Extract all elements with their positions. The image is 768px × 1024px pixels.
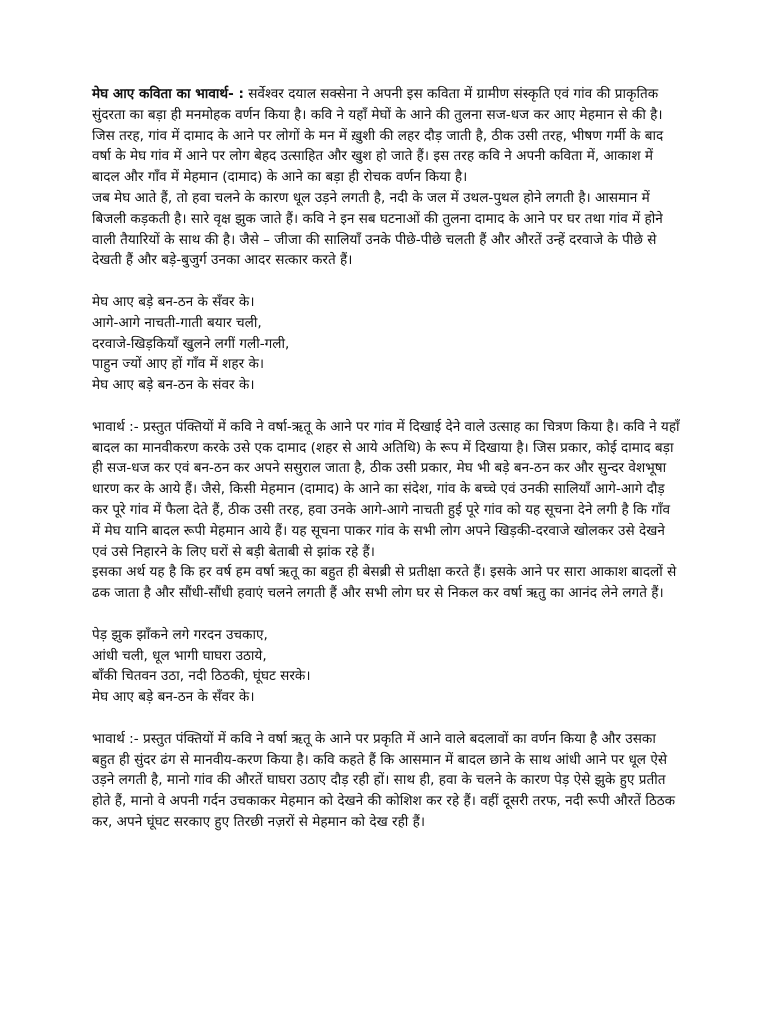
verse-line: बाँकी चितवन उठा, नदी ठिठकी, घूंघट सरके। xyxy=(92,668,311,685)
verse-stanza-2 xyxy=(92,625,680,708)
intro-paragraph xyxy=(92,84,680,188)
explanation-paragraph-2: भावार्थ :- प्रस्तुत पंक्तियों में कवि ने वर्षा ऋतू के आने पर प्रकृति में आने वाले बदलावों का वर्णन किया है और उसका बहुत ही सुंदर ढंग से मानवीय-करण किया है। कवि कहते हैं कि आसमान में बादल छाने के साथ आंधी आने पर धूल ऐसे उड़ने लगती है, मानो गांव की औरतें घाघरा उठाए दौड़ रही हों। साथ ही, हवा के चलने के कारण पेड़ ऐसे झुके हुए प्रतीत होते हैं, मानो वे अपनी गर्दन उचकाकर मेहमान को देखने की कोशिश कर रहे हैं। वहीं दूसरी तरफ, नदी रूपी औरतें ठिठक कर, अपने घूंघट सरकाए हुए तिरछी नज़रों से मेहमान को देख रही हैं। xyxy=(92,730,676,830)
verse-line: पेड़ झुक झाँकने लगे गरदन उचकाए, xyxy=(92,626,268,643)
verse-stanza-1 xyxy=(92,292,680,396)
explanation-paragraph-1b: इसका अर्थ यह है कि हर वर्ष हम वर्षा ऋतू का बहुत ही बेसब्री से प्रतीक्षा करते हैं। इसके आने पर सारा आकाश बादलों से ढक जाता है और सौंधी-सौंधी हवाएं चलने लगती हैं और सभी लोग घर से निकल कर वर्षा ऋतु का आनंद लेने लगते हैं। xyxy=(92,564,677,602)
verse-line: मेघ आए बड़े बन-ठन के संवर के। xyxy=(92,377,255,394)
verse-line: मेघ आए बड़े बन-ठन के सँवर के। xyxy=(92,689,255,706)
spacer xyxy=(92,271,680,292)
intro-paragraph-2: जब मेघ आते हैं, तो हवा चलने के कारण धूल उड़ने लगती है, नदी के जल में उथल-पुथल होने लगती है। आसमान में बिजली कड़कती है। सारे वृक्ष झुक जाते हैं। कवि ने इन सब घटनाओं की तुलना दामाद के आने पर घर तथा गांव में होने वाली तैयारियों के साथ की है। जैसे – जीजा की सालियाँ उनके पीछे-पीछे चलती हैं और औरतें उन्हें दरवाजे के पीछे से देखती हैं और बड़े-बुजुर्ग उनका आदर सत्कार करते हैं। xyxy=(92,189,663,269)
intro-text: सर्वेश्वर दयाल सक्सेना ने अपनी इस कविता में ग्रामीण संस्कृति एवं गांव की प्राकृतिक सुंदरता का बड़ा ही मनमोहक वर्णन किया है। कवि ने यहाँ मेघों के आने की तुलना सज-धज कर आए मेहमान से की है। जिस तरह, गांव में दामाद के आने पर लोगों के मन में ख़ुशी की लहर दौड़ जाती है, ठीक उसी तरह, भीषण गर्मी के बाद वर्षा के मेघ गांव में आने पर लोग बेहद उत्साहित और खुश हो जाते हैं। इस तरह कवि ने अपनी कविता में, आकाश में बादल और गाँव में मेहमान (दामाद) के आने का बड़ा ही रोचक वर्णन किया है। xyxy=(92,86,664,186)
document-page xyxy=(92,84,680,833)
verse-line: पाहुन ज्यों आए हों गाँव में शहर के। xyxy=(92,356,265,373)
spacer xyxy=(92,604,680,625)
verse-line: आगे-आगे नाचती-गाती बयार चली, xyxy=(92,314,262,331)
verse-line: मेघ आए बड़े बन-ठन के सँवर के। xyxy=(92,293,255,310)
verse-line: दरवाजे-खिड़कियाँ खुलने लगीं गली-गली, xyxy=(92,335,290,352)
verse-line: आंधी चली, धूल भागी घाघरा उठाये, xyxy=(92,647,267,664)
explanation-paragraph-1: भावार्थ :- प्रस्तुत पंक्तियों में कवि ने वर्षा-ऋतू के आने पर गांव में दिखाई देने वाले उत्साह का चित्रण किया है। कवि ने यहाँ बादल का मानवीकरण करके उसे एक दामाद (शहर से आये अतिथि) के रूप में दिखाया है। जिस प्रकार, कोई दामाद बड़ा ही सज-धज कर एवं बन-ठन कर अपने ससुराल जाता है, ठीक उसी प्रकार, मेघ भी बड़े बन-ठन कर और सुन्दर वेशभूषा धारण कर के आये हैं। जैसे, किसी मेहमान (दामाद) के आने का संदेश, गांव के बच्चे एवं उनकी सालियाँ आगे-आगे दौड़ कर पूरे गांव में फैला देते हैं, ठीक उसी तरह, हवा उनके आगे-आगे नाचती हुई पूरे गांव को यह सूचना देने लगी है कि गाँव में मेघ यानि बादल रूपी मेहमान आये हैं। यह सूचना पाकर गांव के सभी लोग अपने खिड़की-दरवाजे खोलकर उसे देखने एवं उसे निहारने के लिए घरों से बड़ी बेताबी से झांक रहे हैं। xyxy=(92,418,680,560)
poem-summary-heading: मेघ आए कविता का भावार्थ- : xyxy=(92,86,244,102)
spacer xyxy=(92,708,680,729)
spacer xyxy=(92,396,680,417)
